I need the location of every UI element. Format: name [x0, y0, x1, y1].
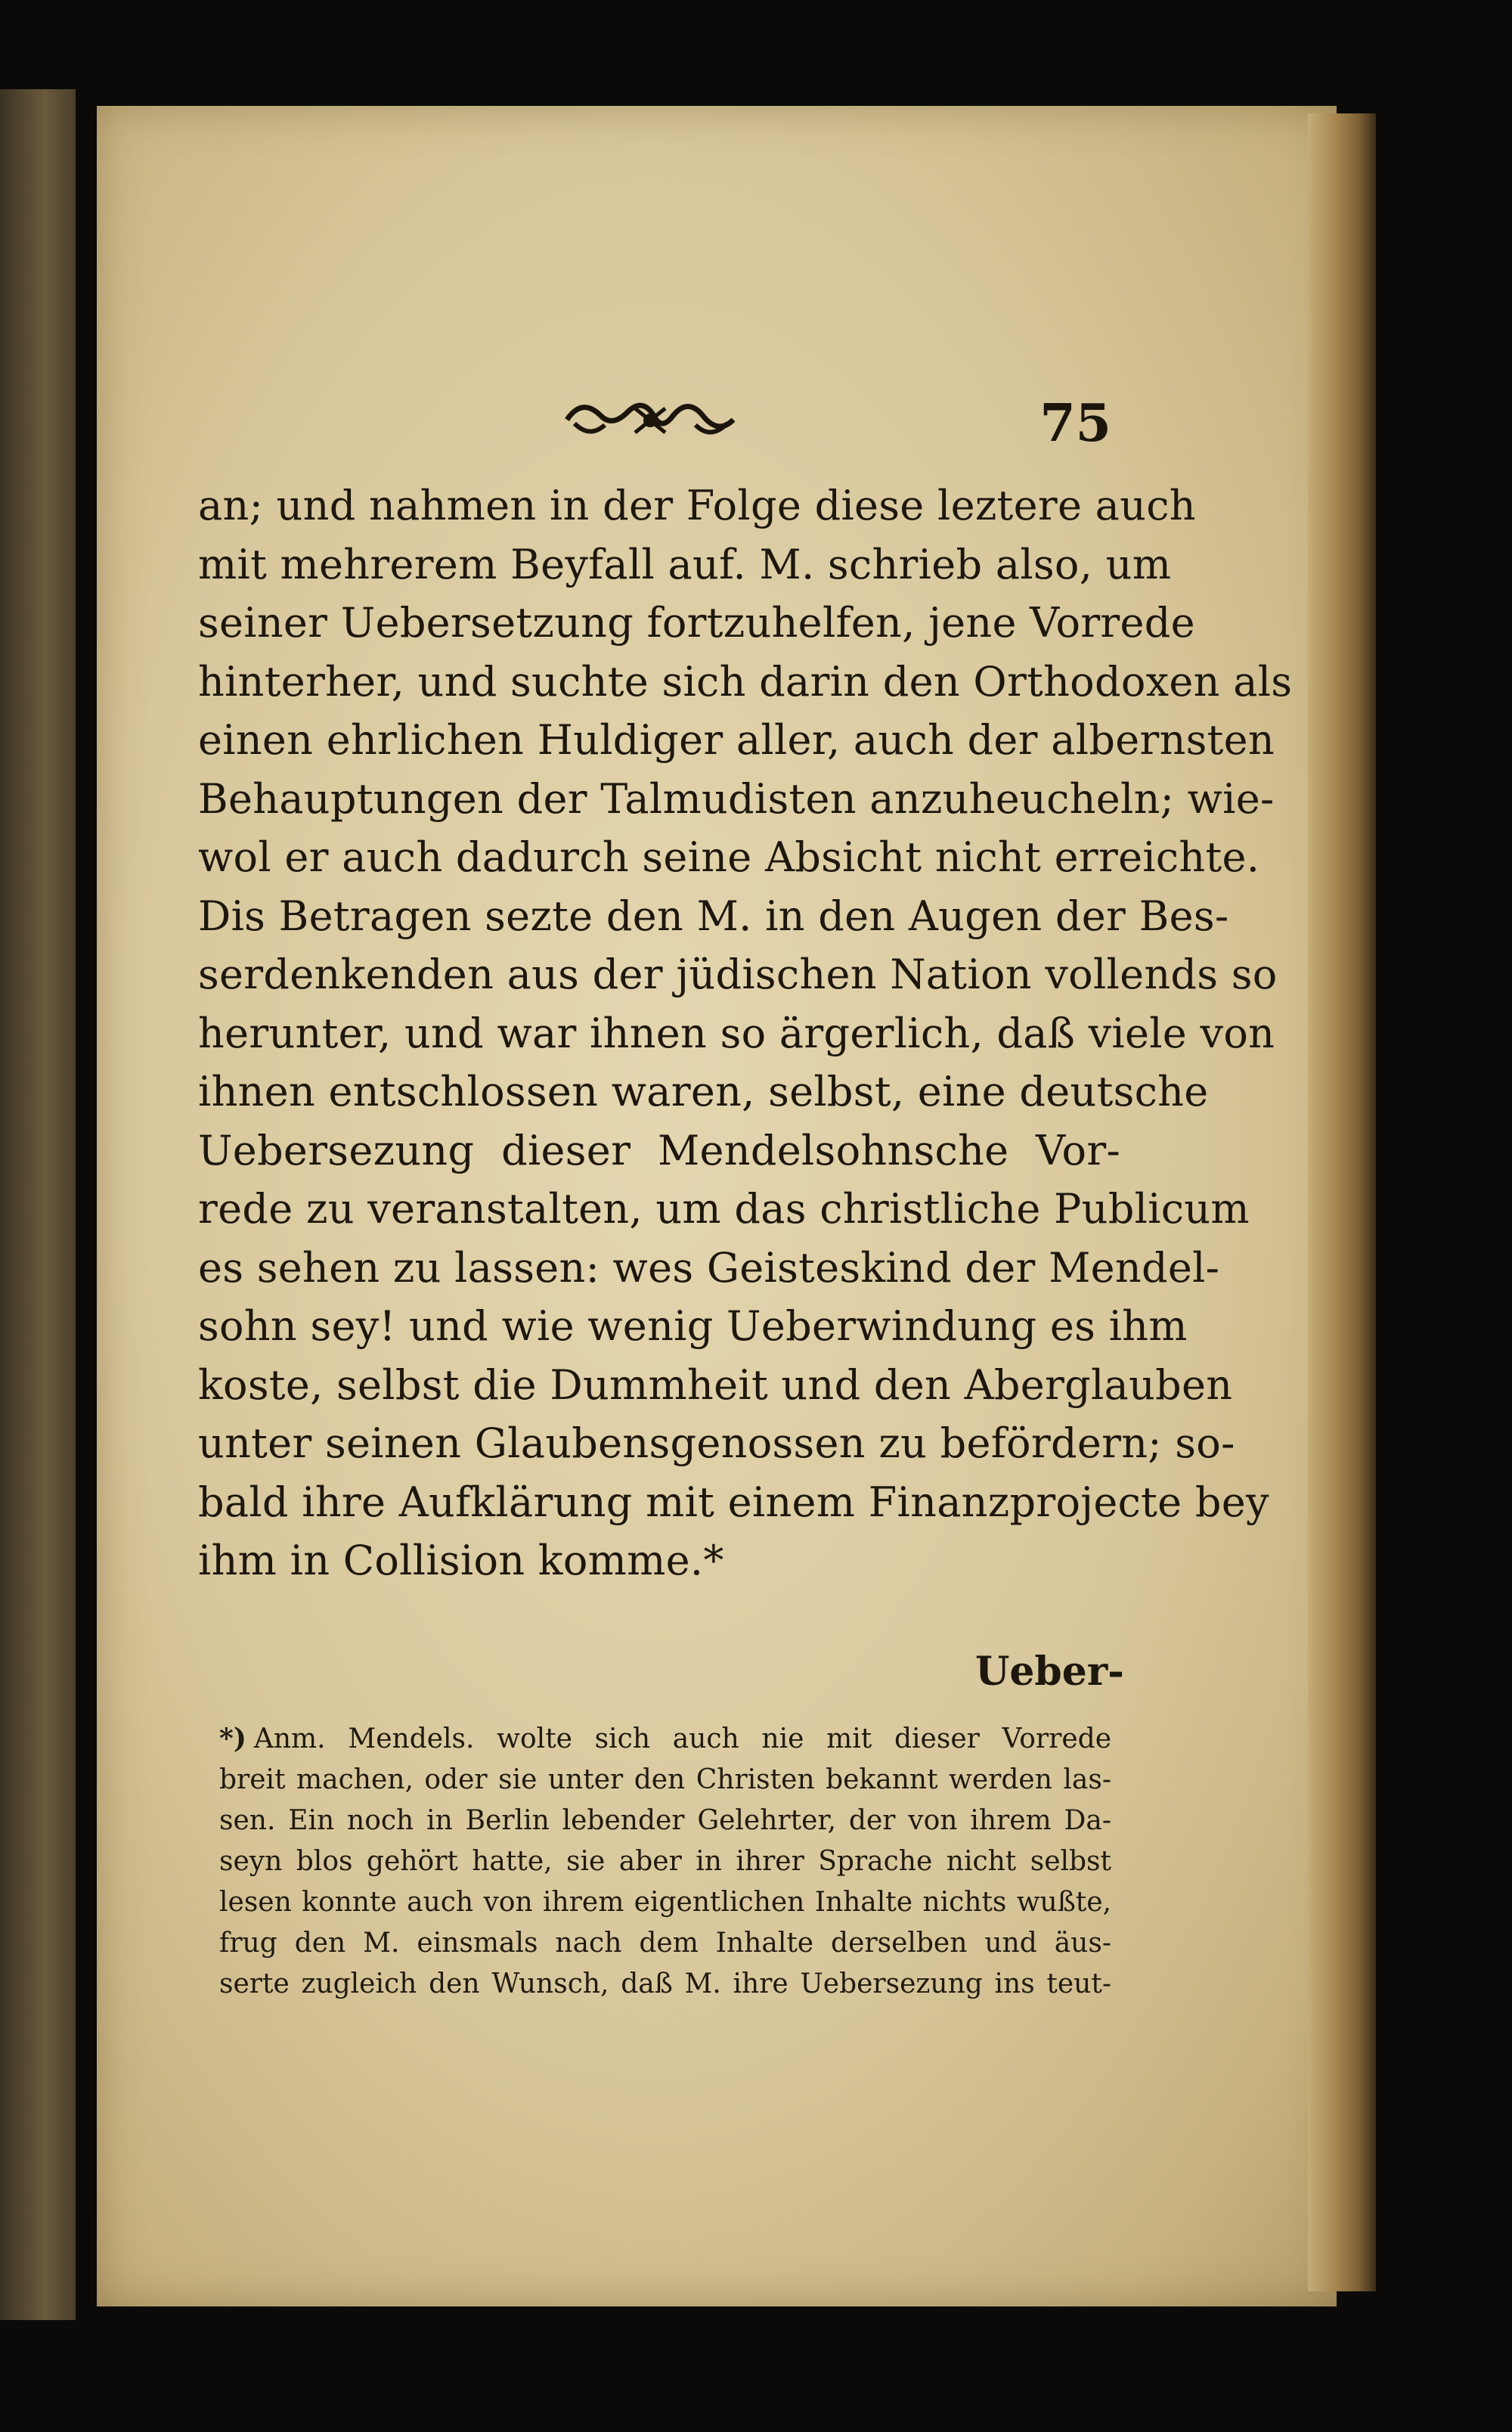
page-stack-edge — [1308, 113, 1376, 2291]
footnote-line — [219, 1718, 1111, 1760]
adjacent-page-edge — [0, 89, 76, 2320]
text-line: serdenkenden aus der jüdischen Nation vollends so — [198, 951, 1278, 998]
text-line: unter seinen Glaubensgenossen zu befördern; so- — [198, 1419, 1235, 1467]
text-line: bald ihre Aufklärung mit einem Finanzprojecte bey — [198, 1478, 1269, 1526]
footnote-line: serte zugleich den Wunsch, daß M. ihre Uebersezung ins teut- — [219, 1968, 1111, 1999]
page-header — [136, 393, 1111, 454]
footnote-line: frug den M. einsmals nach dem Inhalte derselben und äus- — [219, 1928, 1111, 1959]
footnote-text: Anm. Mendels. wolte sich auch nie mit dieser Vorrede — [253, 1723, 1111, 1754]
text-line: ihnen entschlossen waren, selbst, eine deutsche — [198, 1068, 1209, 1115]
text-line: hinterher, und suchte sich darin den Orthodoxen als — [198, 657, 1293, 706]
text-line: rede zu veranstalten, um das christliche Publicum — [198, 1185, 1250, 1233]
text-line: einen ehrlichen Huldiger aller, auch der albernsten — [198, 716, 1275, 764]
text-line: Dis Betragen sezte den M. in den Augen der Bes- — [198, 892, 1229, 940]
text-line: koste, selbst die Dummheit und den Aberglauben — [198, 1360, 1233, 1409]
footnote-block — [219, 1718, 1111, 2005]
printer-ornament-icon — [559, 393, 741, 446]
text-line: wol er auch dadurch seine Absicht nicht erreichte. — [198, 833, 1260, 881]
body-text — [198, 476, 1293, 1590]
page-number: 75 — [1040, 393, 1111, 454]
text-line: mit mehrerem Beyfall auf. M. schrieb also, um — [198, 540, 1172, 588]
text-line: an; und nahmen in der Folge diese leztere auch — [198, 482, 1196, 529]
text-line: Behauptungen der Talmudisten anzuheucheln; wie- — [198, 774, 1275, 823]
footnote-line: sen. Ein noch in Berlin lebender Gelehrter, der von ihrem Da- — [219, 1805, 1111, 1836]
footnote-line: lesen konnte auch von ihrem eigentlichen Inhalte nichts wußte, — [219, 1887, 1111, 1918]
catchword: Ueber- — [975, 1649, 1124, 1695]
text-line: seiner Uebersetzung fortzuhelfen, jene Vorrede — [198, 599, 1195, 647]
text-line: herunter, und war ihnen so ärgerlich, daß viele von — [198, 1009, 1275, 1057]
text-line: sohn sey! und wie wenig Ueberwindung es ihm — [198, 1302, 1188, 1350]
text-line: es sehen zu lassen: wes Geisteskind der Mendel- — [198, 1243, 1220, 1292]
footnote-line: breit machen, oder sie unter den Christen bekannt werden las- — [219, 1764, 1111, 1795]
text-line: ihm in Collision komme.* — [198, 1537, 724, 1584]
footnote-marker: *) — [219, 1723, 246, 1754]
footnote-line: seyn blos gehört hatte, sie aber in ihrer Sprache nicht selbst — [219, 1846, 1111, 1877]
text-line: Uebersezung dieser Mendelsohnsche Vor- — [198, 1126, 1120, 1174]
